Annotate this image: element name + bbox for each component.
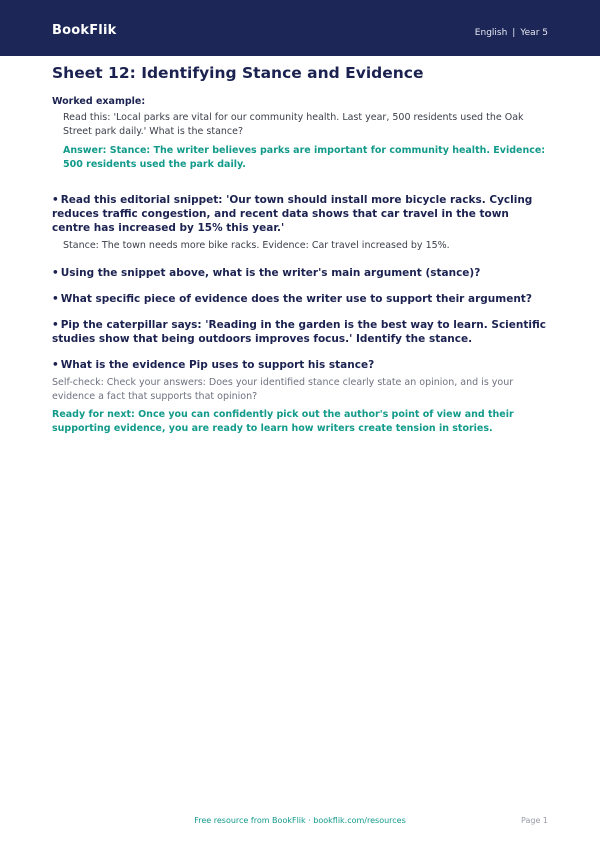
ready-for-next-note: Ready for next: Once you can confidently pick out the author's point of view and their supporting evidence, you are ready to learn how writers create tension in stories. [52,409,514,434]
question-text: What specific piece of evidence does the writer use to support their argument? [60,293,532,305]
year-label: Year 5 [520,28,548,38]
bullet-icon: • [52,194,59,206]
question-sub-answer: Stance: The town needs more bike racks. Evidence: Car travel increased by 15%. [63,240,450,251]
self-check-note: Self-check: Check your answers: Does your identified stance clearly state an opinion, and is your evidence a fact that supports that opinion? [52,377,514,402]
brand-logo-text: BookFlik [52,23,117,38]
page-number: Page 1 [521,816,548,825]
subject-year-meta [475,28,548,38]
bullet-icon: • [52,267,59,279]
worked-example-answer: Answer: Stance: The writer believes parks are important for community health. Evidence: 500 residents used the park daily. [63,145,546,170]
question-4 [52,318,548,346]
bullet-icon: • [52,293,59,305]
worked-example [52,96,548,172]
page-footer [0,816,600,828]
question-text: Read this editorial snippet: 'Our town should install more bicycle racks. Cycling reduces traffic congestion, and recent data shows that car travel in the town centre has increased by 15% this year.' [52,194,533,234]
meta-separator: | [512,28,516,38]
page-title: Sheet 12: Identifying Stance and Evidence [52,64,424,82]
worked-example-body [52,111,548,172]
bullet-icon: • [52,319,59,331]
worked-example-text: Read this: 'Local parks are vital for our community health. Last year, 500 residents used the Oak Street park daily.' What is the stance? [63,112,524,137]
question-text: Pip the caterpillar says: 'Reading in the garden is the best way to learn. Scientific studies show that being outdoors improves focus.' Identify the stance. [52,319,546,345]
question-text: What is the evidence Pip uses to support his stance? [60,359,375,371]
worked-example-label: Worked example: [52,96,146,107]
question-text: Using the snippet above, what is the writer's main argument (stance)? [60,267,481,279]
question-3 [52,292,548,306]
bullet-icon: • [52,359,59,371]
page-header [0,0,600,56]
question-1 [52,193,548,253]
question-2 [52,266,548,280]
footer-credit-link[interactable]: Free resource from BookFlik · bookflik.com/resources [194,816,406,825]
question-5 [52,358,548,372]
subject-label: English [474,28,508,38]
worksheet-content [52,96,548,436]
